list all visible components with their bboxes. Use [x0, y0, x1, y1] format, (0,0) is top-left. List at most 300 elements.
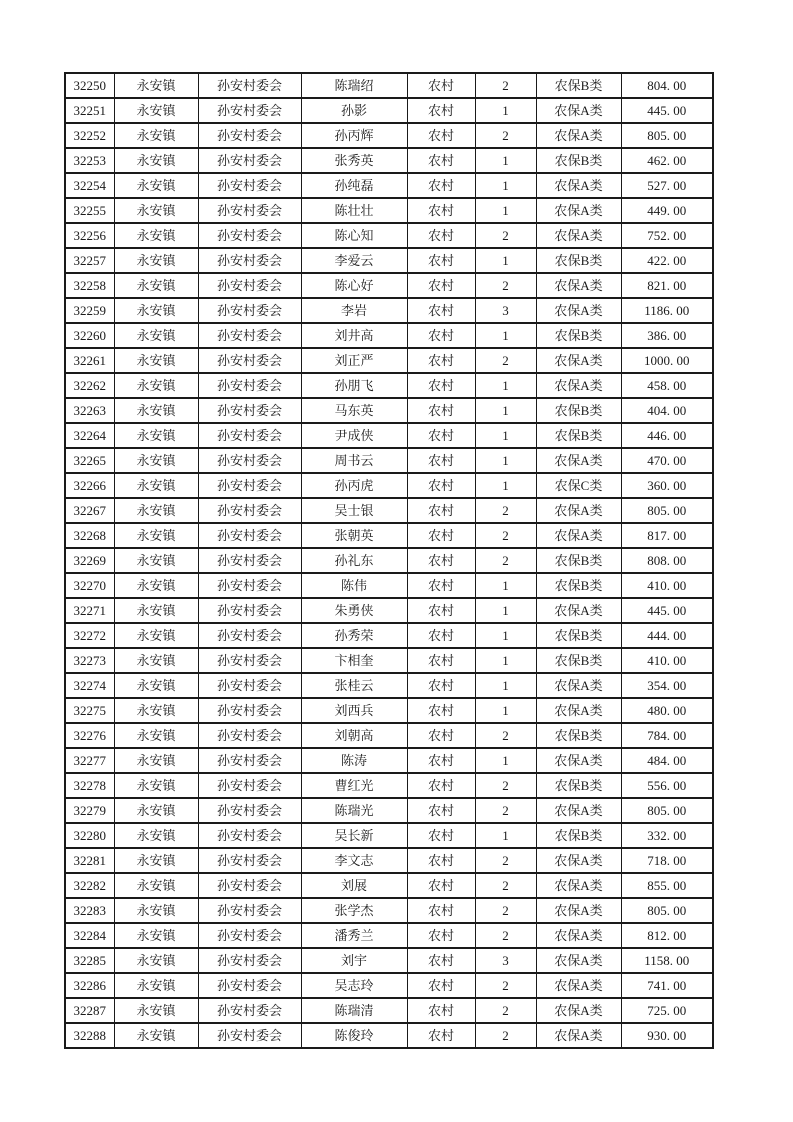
cell-village: 孙安村委会 — [198, 598, 301, 623]
cell-residence: 农村 — [407, 898, 475, 923]
cell-category: 农保B类 — [536, 773, 621, 798]
cell-id: 32258 — [65, 273, 114, 298]
cell-village: 孙安村委会 — [198, 923, 301, 948]
cell-count: 1 — [475, 673, 536, 698]
table-row — [65, 873, 713, 898]
cell-count: 1 — [475, 148, 536, 173]
table-row — [65, 1023, 713, 1048]
cell-name: 陈心好 — [301, 273, 407, 298]
table-row — [65, 823, 713, 848]
cell-count: 3 — [475, 948, 536, 973]
cell-name: 张秀英 — [301, 148, 407, 173]
cell-village: 孙安村委会 — [198, 423, 301, 448]
cell-name: 陈伟 — [301, 573, 407, 598]
cell-residence: 农村 — [407, 473, 475, 498]
cell-count: 2 — [475, 773, 536, 798]
table-row — [65, 298, 713, 323]
cell-id: 32269 — [65, 548, 114, 573]
cell-town: 永安镇 — [114, 473, 198, 498]
cell-town: 永安镇 — [114, 248, 198, 273]
cell-name: 孙朋飞 — [301, 373, 407, 398]
table-row — [65, 723, 713, 748]
cell-id: 32272 — [65, 623, 114, 648]
cell-amount: 752. 00 — [621, 223, 713, 248]
cell-village: 孙安村委会 — [198, 123, 301, 148]
cell-town: 永安镇 — [114, 648, 198, 673]
cell-town: 永安镇 — [114, 423, 198, 448]
cell-town: 永安镇 — [114, 373, 198, 398]
cell-id: 32251 — [65, 98, 114, 123]
cell-village: 孙安村委会 — [198, 523, 301, 548]
cell-category: 农保B类 — [536, 323, 621, 348]
cell-category: 农保A类 — [536, 973, 621, 998]
cell-amount: 725. 00 — [621, 998, 713, 1023]
cell-name: 刘西兵 — [301, 698, 407, 723]
cell-count: 1 — [475, 398, 536, 423]
cell-residence: 农村 — [407, 323, 475, 348]
cell-residence: 农村 — [407, 398, 475, 423]
cell-village: 孙安村委会 — [198, 648, 301, 673]
table-row — [65, 198, 713, 223]
cell-count: 2 — [475, 898, 536, 923]
cell-amount: 446. 00 — [621, 423, 713, 448]
cell-amount: 812. 00 — [621, 923, 713, 948]
cell-residence: 农村 — [407, 748, 475, 773]
table-row — [65, 98, 713, 123]
cell-residence: 农村 — [407, 698, 475, 723]
cell-residence: 农村 — [407, 523, 475, 548]
cell-village: 孙安村委会 — [198, 948, 301, 973]
cell-category: 农保B类 — [536, 148, 621, 173]
cell-residence: 农村 — [407, 948, 475, 973]
table-row — [65, 73, 713, 98]
cell-town: 永安镇 — [114, 898, 198, 923]
cell-amount: 360. 00 — [621, 473, 713, 498]
cell-count: 1 — [475, 573, 536, 598]
cell-count: 1 — [475, 98, 536, 123]
cell-name: 孙秀荣 — [301, 623, 407, 648]
cell-id: 32282 — [65, 873, 114, 898]
cell-name: 朱勇侠 — [301, 598, 407, 623]
cell-category: 农保B类 — [536, 248, 621, 273]
cell-amount: 556. 00 — [621, 773, 713, 798]
cell-category: 农保A类 — [536, 948, 621, 973]
cell-amount: 1158. 00 — [621, 948, 713, 973]
cell-count: 1 — [475, 173, 536, 198]
cell-amount: 930. 00 — [621, 1023, 713, 1048]
cell-id: 32266 — [65, 473, 114, 498]
cell-name: 张桂云 — [301, 673, 407, 698]
table-row — [65, 123, 713, 148]
table-row — [65, 773, 713, 798]
cell-town: 永安镇 — [114, 98, 198, 123]
cell-amount: 784. 00 — [621, 723, 713, 748]
cell-id: 32260 — [65, 323, 114, 348]
cell-town: 永安镇 — [114, 73, 198, 98]
cell-category: 农保B类 — [536, 573, 621, 598]
cell-name: 孙丙虎 — [301, 473, 407, 498]
cell-id: 32274 — [65, 673, 114, 698]
cell-count: 3 — [475, 298, 536, 323]
cell-count: 1 — [475, 423, 536, 448]
cell-residence: 农村 — [407, 873, 475, 898]
cell-id: 32252 — [65, 123, 114, 148]
cell-id: 32276 — [65, 723, 114, 748]
cell-village: 孙安村委会 — [198, 398, 301, 423]
cell-town: 永安镇 — [114, 823, 198, 848]
cell-id: 32284 — [65, 923, 114, 948]
cell-count: 2 — [475, 723, 536, 748]
cell-village: 孙安村委会 — [198, 473, 301, 498]
cell-residence: 农村 — [407, 773, 475, 798]
cell-residence: 农村 — [407, 823, 475, 848]
cell-village: 孙安村委会 — [198, 873, 301, 898]
cell-residence: 农村 — [407, 98, 475, 123]
cell-category: 农保A类 — [536, 198, 621, 223]
table-row — [65, 548, 713, 573]
cell-village: 孙安村委会 — [198, 148, 301, 173]
cell-residence: 农村 — [407, 123, 475, 148]
cell-category: 农保A类 — [536, 848, 621, 873]
cell-residence: 农村 — [407, 548, 475, 573]
cell-count: 2 — [475, 498, 536, 523]
cell-village: 孙安村委会 — [198, 498, 301, 523]
cell-village: 孙安村委会 — [198, 323, 301, 348]
cell-village: 孙安村委会 — [198, 773, 301, 798]
cell-village: 孙安村委会 — [198, 73, 301, 98]
cell-name: 陈俊玲 — [301, 1023, 407, 1048]
cell-name: 吴长新 — [301, 823, 407, 848]
cell-category: 农保A类 — [536, 998, 621, 1023]
cell-name: 刘正严 — [301, 348, 407, 373]
cell-village: 孙安村委会 — [198, 723, 301, 748]
cell-count: 2 — [475, 873, 536, 898]
cell-amount: 332. 00 — [621, 823, 713, 848]
cell-village: 孙安村委会 — [198, 848, 301, 873]
cell-village: 孙安村委会 — [198, 198, 301, 223]
cell-count: 2 — [475, 523, 536, 548]
cell-town: 永安镇 — [114, 298, 198, 323]
cell-amount: 821. 00 — [621, 273, 713, 298]
cell-name: 张学杰 — [301, 898, 407, 923]
cell-id: 32273 — [65, 648, 114, 673]
cell-id: 32257 — [65, 248, 114, 273]
cell-category: 农保A类 — [536, 923, 621, 948]
cell-amount: 410. 00 — [621, 648, 713, 673]
cell-town: 永安镇 — [114, 698, 198, 723]
cell-village: 孙安村委会 — [198, 698, 301, 723]
cell-category: 农保A类 — [536, 798, 621, 823]
table-row — [65, 498, 713, 523]
cell-town: 永安镇 — [114, 848, 198, 873]
cell-category: 农保B类 — [536, 648, 621, 673]
cell-town: 永安镇 — [114, 748, 198, 773]
cell-category: 农保B类 — [536, 823, 621, 848]
cell-id: 32283 — [65, 898, 114, 923]
cell-amount: 741. 00 — [621, 973, 713, 998]
table-row — [65, 273, 713, 298]
cell-village: 孙安村委会 — [198, 98, 301, 123]
cell-village: 孙安村委会 — [198, 898, 301, 923]
cell-name: 孙影 — [301, 98, 407, 123]
cell-id: 32280 — [65, 823, 114, 848]
cell-residence: 农村 — [407, 798, 475, 823]
cell-name: 张朝英 — [301, 523, 407, 548]
cell-category: 农保B类 — [536, 73, 621, 98]
cell-name: 孙礼东 — [301, 548, 407, 573]
cell-id: 32275 — [65, 698, 114, 723]
cell-name: 刘朝高 — [301, 723, 407, 748]
cell-residence: 农村 — [407, 598, 475, 623]
cell-village: 孙安村委会 — [198, 748, 301, 773]
cell-residence: 农村 — [407, 198, 475, 223]
cell-town: 永安镇 — [114, 1023, 198, 1048]
cell-village: 孙安村委会 — [198, 348, 301, 373]
cell-id: 32253 — [65, 148, 114, 173]
cell-amount: 422. 00 — [621, 248, 713, 273]
table-row — [65, 573, 713, 598]
table-row — [65, 598, 713, 623]
cell-id: 32250 — [65, 73, 114, 98]
cell-town: 永安镇 — [114, 123, 198, 148]
cell-id: 32277 — [65, 748, 114, 773]
cell-name: 周书云 — [301, 448, 407, 473]
cell-count: 2 — [475, 548, 536, 573]
cell-category: 农保A类 — [536, 373, 621, 398]
cell-amount: 470. 00 — [621, 448, 713, 473]
cell-count: 2 — [475, 348, 536, 373]
cell-amount: 805. 00 — [621, 898, 713, 923]
cell-residence: 农村 — [407, 723, 475, 748]
table-row — [65, 398, 713, 423]
cell-village: 孙安村委会 — [198, 973, 301, 998]
cell-town: 永安镇 — [114, 723, 198, 748]
cell-town: 永安镇 — [114, 873, 198, 898]
cell-residence: 农村 — [407, 923, 475, 948]
table-row — [65, 748, 713, 773]
cell-amount: 462. 00 — [621, 148, 713, 173]
cell-name: 吴志玲 — [301, 973, 407, 998]
table-row — [65, 973, 713, 998]
cell-category: 农保A类 — [536, 673, 621, 698]
cell-category: 农保B类 — [536, 723, 621, 748]
cell-count: 2 — [475, 998, 536, 1023]
cell-town: 永安镇 — [114, 148, 198, 173]
cell-town: 永安镇 — [114, 348, 198, 373]
cell-name: 刘宇 — [301, 948, 407, 973]
cell-name: 马东英 — [301, 398, 407, 423]
cell-residence: 农村 — [407, 298, 475, 323]
cell-village: 孙安村委会 — [198, 448, 301, 473]
cell-count: 1 — [475, 623, 536, 648]
cell-village: 孙安村委会 — [198, 623, 301, 648]
cell-amount: 855. 00 — [621, 873, 713, 898]
table-row — [65, 698, 713, 723]
cell-town: 永安镇 — [114, 198, 198, 223]
cell-village: 孙安村委会 — [198, 673, 301, 698]
cell-id: 32268 — [65, 523, 114, 548]
cell-category: 农保A类 — [536, 98, 621, 123]
cell-id: 32279 — [65, 798, 114, 823]
cell-id: 32256 — [65, 223, 114, 248]
cell-town: 永安镇 — [114, 973, 198, 998]
cell-residence: 农村 — [407, 448, 475, 473]
cell-amount: 386. 00 — [621, 323, 713, 348]
table-row — [65, 373, 713, 398]
cell-id: 32288 — [65, 1023, 114, 1048]
cell-village: 孙安村委会 — [198, 223, 301, 248]
cell-name: 孙丙辉 — [301, 123, 407, 148]
cell-residence: 农村 — [407, 223, 475, 248]
cell-category: 农保A类 — [536, 123, 621, 148]
cell-name: 刘展 — [301, 873, 407, 898]
cell-residence: 农村 — [407, 673, 475, 698]
cell-residence: 农村 — [407, 148, 475, 173]
cell-id: 32254 — [65, 173, 114, 198]
cell-category: 农保A类 — [536, 698, 621, 723]
cell-town: 永安镇 — [114, 323, 198, 348]
cell-name: 吴士银 — [301, 498, 407, 523]
cell-name: 曹红光 — [301, 773, 407, 798]
cell-village: 孙安村委会 — [198, 998, 301, 1023]
cell-amount: 480. 00 — [621, 698, 713, 723]
table-row — [65, 323, 713, 348]
cell-amount: 804. 00 — [621, 73, 713, 98]
cell-category: 农保A类 — [536, 273, 621, 298]
cell-residence: 农村 — [407, 73, 475, 98]
cell-amount: 805. 00 — [621, 798, 713, 823]
cell-id: 32267 — [65, 498, 114, 523]
cell-village: 孙安村委会 — [198, 273, 301, 298]
cell-town: 永安镇 — [114, 798, 198, 823]
cell-category: 农保A类 — [536, 298, 621, 323]
cell-residence: 农村 — [407, 998, 475, 1023]
cell-amount: 527. 00 — [621, 173, 713, 198]
cell-amount: 445. 00 — [621, 98, 713, 123]
cell-town: 永安镇 — [114, 573, 198, 598]
cell-amount: 445. 00 — [621, 598, 713, 623]
cell-count: 2 — [475, 798, 536, 823]
cell-id: 32265 — [65, 448, 114, 473]
cell-residence: 农村 — [407, 348, 475, 373]
table-row — [65, 673, 713, 698]
cell-id: 32261 — [65, 348, 114, 373]
cell-village: 孙安村委会 — [198, 548, 301, 573]
cell-village: 孙安村委会 — [198, 573, 301, 598]
cell-category: 农保C类 — [536, 473, 621, 498]
cell-count: 1 — [475, 198, 536, 223]
cell-count: 2 — [475, 123, 536, 148]
cell-id: 32281 — [65, 848, 114, 873]
cell-name: 孙纯磊 — [301, 173, 407, 198]
cell-residence: 农村 — [407, 648, 475, 673]
table-row — [65, 223, 713, 248]
cell-amount: 410. 00 — [621, 573, 713, 598]
cell-count: 2 — [475, 848, 536, 873]
cell-id: 32271 — [65, 598, 114, 623]
cell-residence: 农村 — [407, 1023, 475, 1048]
records-table — [64, 72, 714, 1049]
cell-id: 32255 — [65, 198, 114, 223]
cell-town: 永安镇 — [114, 273, 198, 298]
table-row — [65, 523, 713, 548]
cell-residence: 农村 — [407, 573, 475, 598]
cell-amount: 444. 00 — [621, 623, 713, 648]
cell-residence: 农村 — [407, 373, 475, 398]
cell-amount: 458. 00 — [621, 373, 713, 398]
table-row — [65, 998, 713, 1023]
cell-category: 农保B类 — [536, 423, 621, 448]
cell-town: 永安镇 — [114, 398, 198, 423]
cell-name: 陈壮壮 — [301, 198, 407, 223]
table-row — [65, 148, 713, 173]
cell-category: 农保A类 — [536, 898, 621, 923]
table-row — [65, 173, 713, 198]
cell-id: 32287 — [65, 998, 114, 1023]
cell-town: 永安镇 — [114, 523, 198, 548]
cell-town: 永安镇 — [114, 923, 198, 948]
cell-residence: 农村 — [407, 173, 475, 198]
cell-id: 32259 — [65, 298, 114, 323]
cell-village: 孙安村委会 — [198, 298, 301, 323]
cell-count: 1 — [475, 373, 536, 398]
cell-town: 永安镇 — [114, 173, 198, 198]
cell-village: 孙安村委会 — [198, 1023, 301, 1048]
cell-amount: 404. 00 — [621, 398, 713, 423]
cell-category: 农保A类 — [536, 523, 621, 548]
table-row — [65, 898, 713, 923]
cell-village: 孙安村委会 — [198, 248, 301, 273]
cell-amount: 718. 00 — [621, 848, 713, 873]
cell-count: 2 — [475, 1023, 536, 1048]
cell-residence: 农村 — [407, 848, 475, 873]
cell-count: 2 — [475, 923, 536, 948]
table-row — [65, 623, 713, 648]
table-row — [65, 648, 713, 673]
cell-category: 农保A类 — [536, 873, 621, 898]
cell-count: 1 — [475, 698, 536, 723]
cell-amount: 354. 00 — [621, 673, 713, 698]
cell-amount: 484. 00 — [621, 748, 713, 773]
cell-count: 1 — [475, 248, 536, 273]
cell-town: 永安镇 — [114, 223, 198, 248]
cell-count: 1 — [475, 448, 536, 473]
cell-count: 1 — [475, 648, 536, 673]
cell-name: 潘秀兰 — [301, 923, 407, 948]
cell-residence: 农村 — [407, 623, 475, 648]
cell-residence: 农村 — [407, 248, 475, 273]
table-row — [65, 948, 713, 973]
cell-name: 陈涛 — [301, 748, 407, 773]
cell-category: 农保A类 — [536, 173, 621, 198]
cell-amount: 1186. 00 — [621, 298, 713, 323]
cell-count: 2 — [475, 223, 536, 248]
table-body — [65, 73, 713, 1048]
cell-amount: 449. 00 — [621, 198, 713, 223]
cell-name: 陈瑞光 — [301, 798, 407, 823]
cell-name: 尹成侠 — [301, 423, 407, 448]
cell-town: 永安镇 — [114, 673, 198, 698]
cell-id: 32278 — [65, 773, 114, 798]
cell-residence: 农村 — [407, 973, 475, 998]
cell-id: 32263 — [65, 398, 114, 423]
table-row — [65, 423, 713, 448]
cell-name: 李岩 — [301, 298, 407, 323]
cell-village: 孙安村委会 — [198, 173, 301, 198]
cell-town: 永安镇 — [114, 773, 198, 798]
cell-name: 陈瑞绍 — [301, 73, 407, 98]
cell-id: 32262 — [65, 373, 114, 398]
